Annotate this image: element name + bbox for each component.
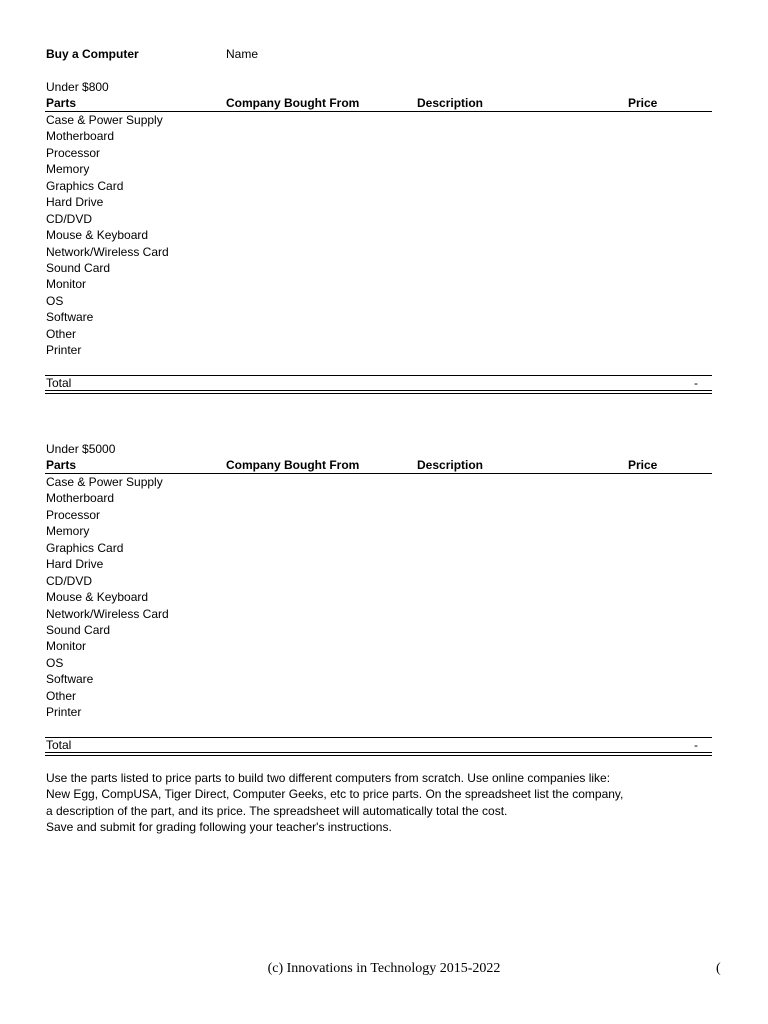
instruction-line: a description of the part, and its price. The spreadsheet will automatically total the cost. [46,803,508,818]
instruction-line: Save and submit for grading following your teacher's instructions. [46,820,392,835]
part-row[interactable]: Mouse & Keyboard [46,590,149,605]
part-row[interactable]: Case & Power Supply [46,475,163,489]
section-heading-under-800: Under $800 [46,80,109,94]
column-header-parts: Parts [46,458,77,472]
instruction-line: Use the parts listed to price parts to build two different computers from scratch. Use online companies like: [46,771,611,785]
total-top-rule [45,375,712,376]
part-row[interactable]: Sound Card [46,622,111,637]
footer-copyright: (c) Innovations in Technology 2015-2022 [267,961,501,976]
total-label: Total [46,738,72,752]
column-header-company: Company Bought From [226,458,360,472]
instruction-line: New Egg, CompUSA, Tiger Direct, Computer Geeks, etc to price parts. On the spreadsheet list the company, [46,787,624,802]
part-row[interactable]: Monitor [46,277,87,292]
part-row[interactable]: CD/DVD [46,573,93,588]
part-row[interactable]: Other [46,688,77,703]
part-row[interactable]: Motherboard [46,129,115,144]
instructions-block [46,770,686,836]
part-row[interactable]: Network/Wireless Card [46,244,169,259]
part-row[interactable]: Printer [46,705,82,720]
part-row[interactable]: OS [46,293,64,308]
parts-list-under-5000 [46,474,169,721]
parts-list-under-800 [46,112,169,359]
column-header-parts: Parts [46,96,77,110]
total-double-rule [45,752,712,756]
name-label: Name [226,47,259,61]
column-header-price: Price [628,458,658,472]
part-row[interactable]: OS [46,655,64,670]
part-row[interactable]: Printer [46,343,82,358]
column-header-company: Company Bought From [226,96,360,110]
total-label: Total [46,376,72,390]
sheet-title: Buy a Computer [46,47,139,61]
column-header-description: Description [417,458,484,472]
part-row[interactable]: Mouse & Keyboard [46,228,149,243]
part-row[interactable]: Other [46,326,77,341]
part-row[interactable]: Memory [46,162,90,177]
total-double-rule [45,390,712,394]
column-header-description: Description [417,96,484,110]
part-row[interactable]: Processor [46,145,101,160]
part-row[interactable]: Memory [46,524,90,539]
part-row[interactable]: Sound Card [46,260,111,275]
part-row[interactable]: Network/Wireless Card [46,606,169,621]
part-row[interactable]: Hard Drive [46,195,104,210]
part-row[interactable]: Motherboard [46,491,115,506]
part-row[interactable]: Processor [46,507,101,522]
part-row[interactable]: Monitor [46,639,87,654]
part-row[interactable]: Hard Drive [46,557,104,572]
section-heading-under-5000: Under $5000 [46,442,116,456]
total-value[interactable]: - [694,738,698,752]
part-row[interactable]: Case & Power Supply [46,113,163,127]
total-top-rule [45,737,712,738]
part-row[interactable]: Graphics Card [46,178,124,193]
total-value[interactable]: - [694,376,698,390]
part-row[interactable]: Software [46,672,94,687]
part-row[interactable]: Graphics Card [46,540,124,555]
part-row[interactable]: CD/DVD [46,211,93,226]
footer-right-mark: ( [716,961,721,976]
part-row[interactable]: Software [46,310,94,325]
column-header-price: Price [628,96,658,110]
